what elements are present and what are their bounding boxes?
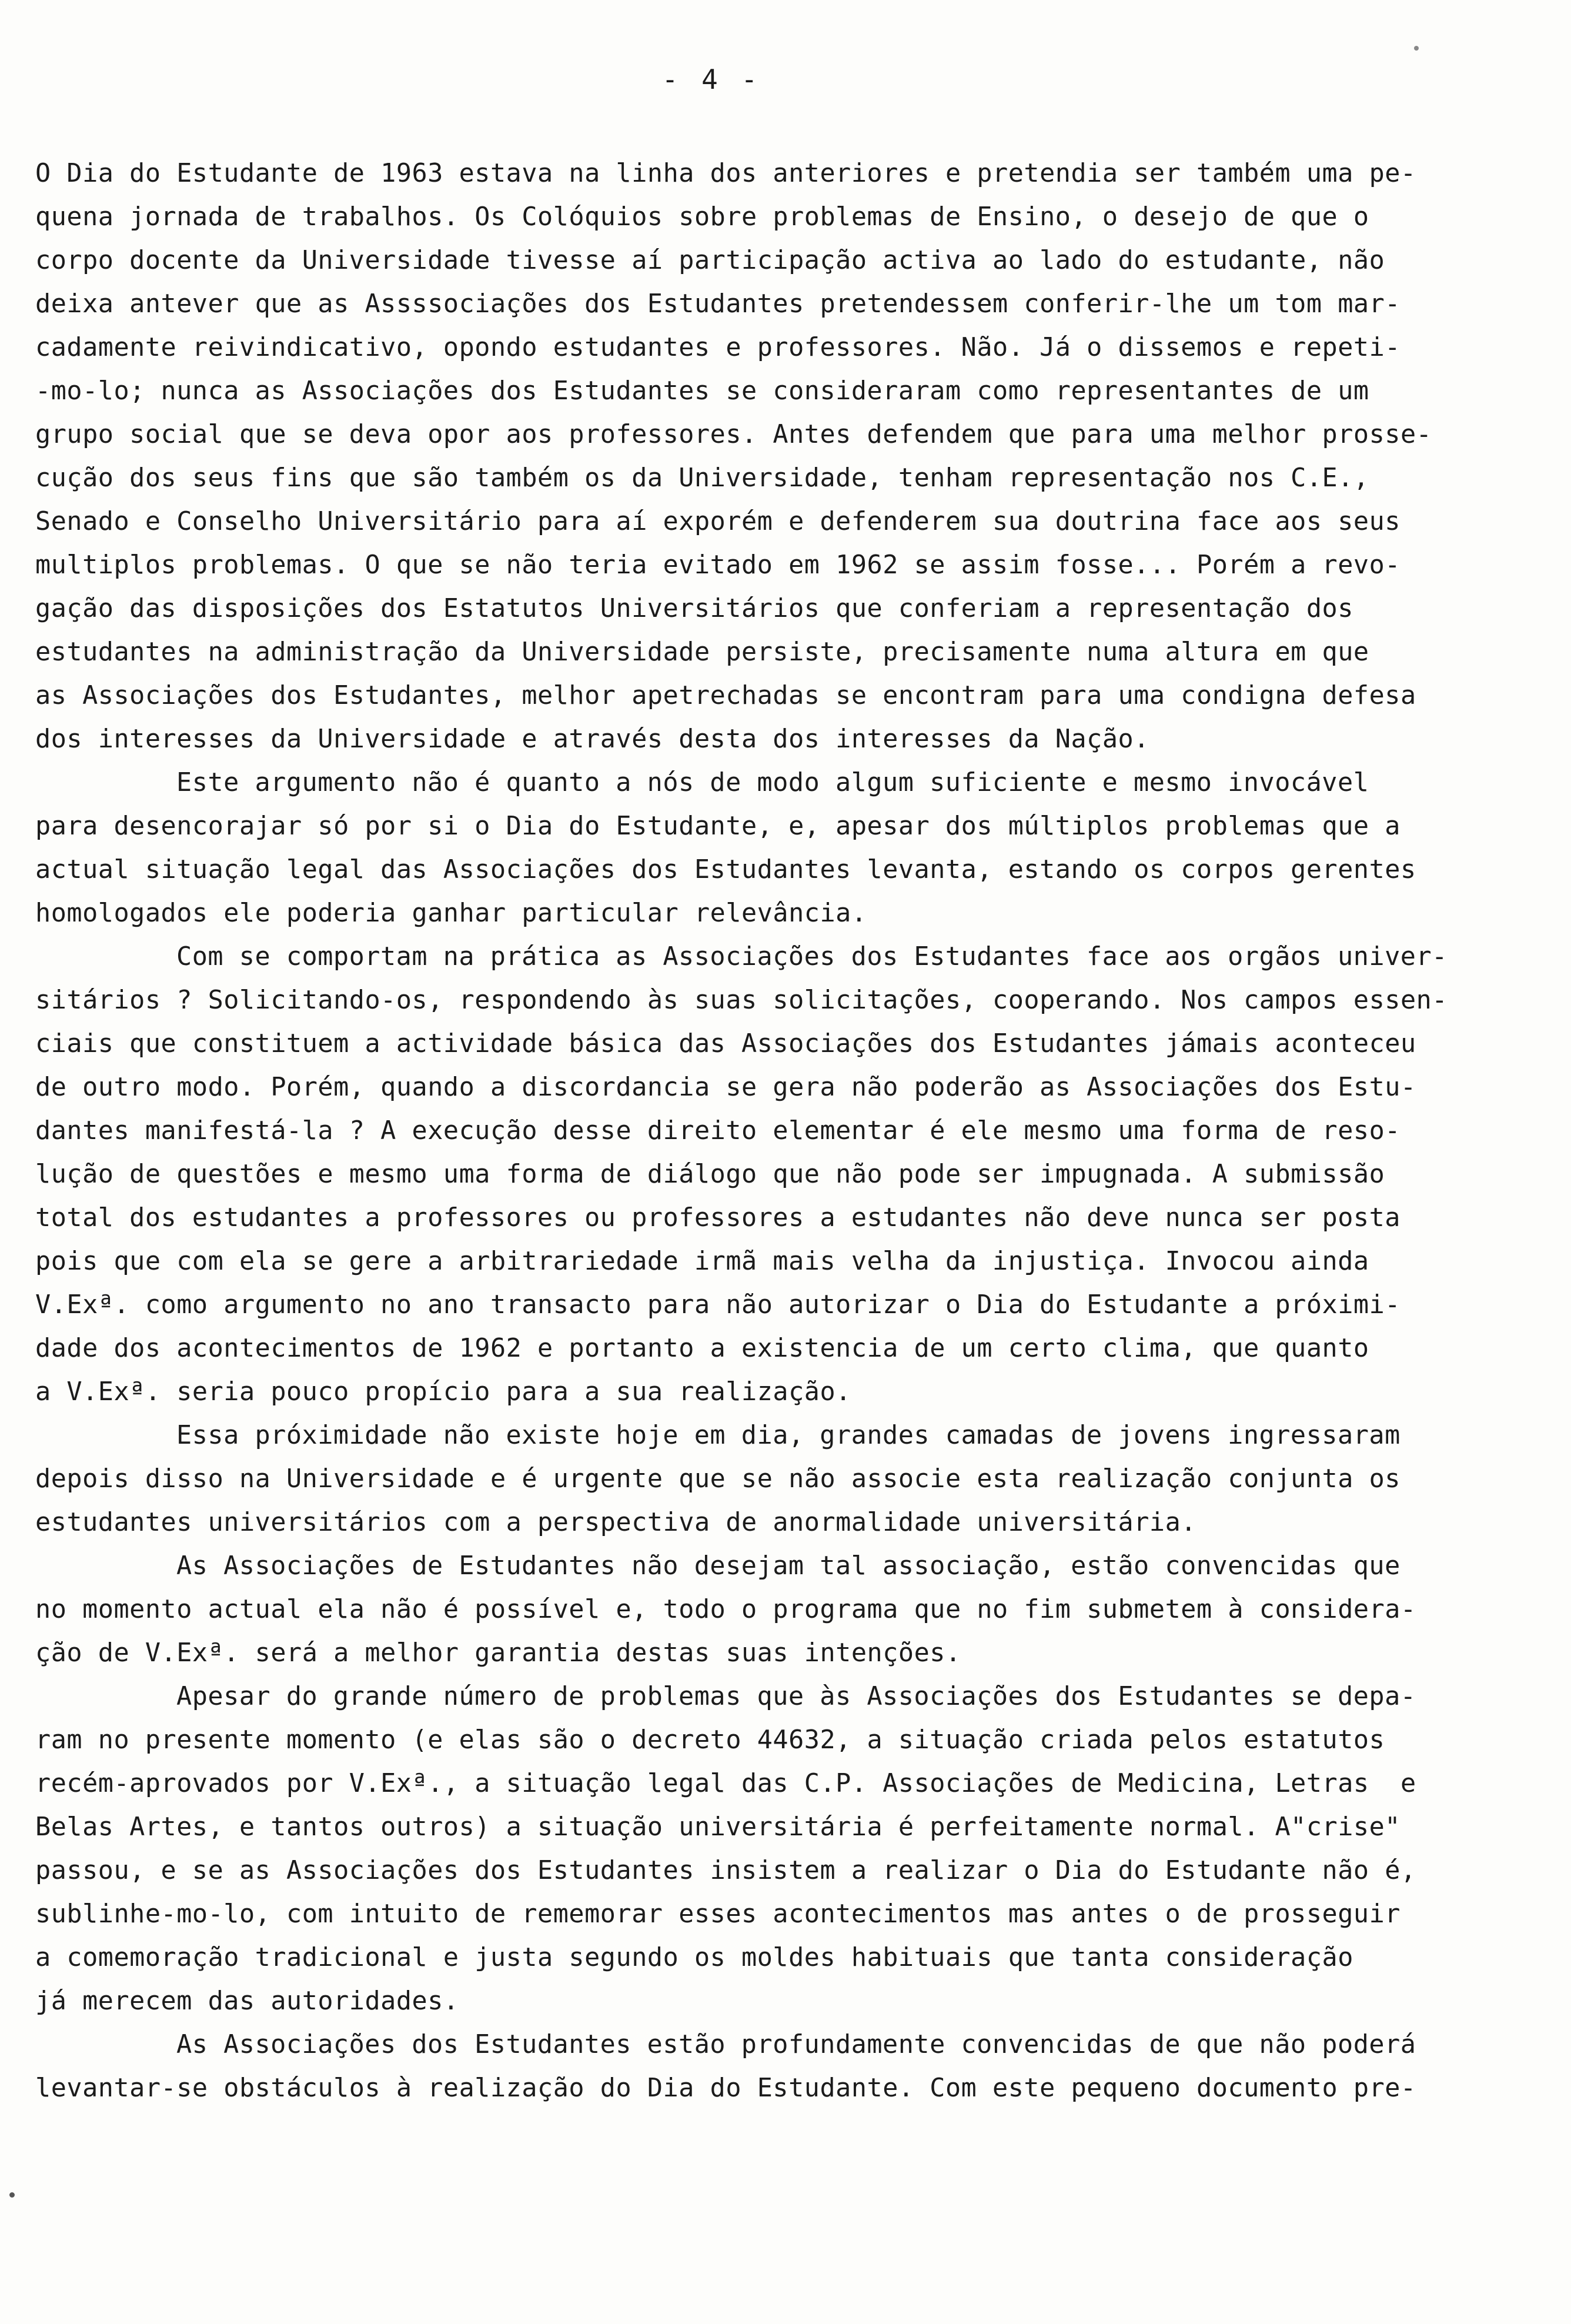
text-line: deixa antever que as Assssociações dos Estudantes pretendessem conferir-lhe um tom mar- (35, 289, 1400, 319)
text-line: para desencorajar só por si o Dia do Estudante, e, apesar dos múltiplos problemas que a (35, 812, 1400, 841)
text-line: Belas Artes, e tantos outros) a situação universitária é perfeitamente normal. A"crise" (35, 1812, 1400, 1842)
text-line: sitários ? Solicitando-os, respondendo às suas solicitações, cooperando. Nos campos essen- (35, 986, 1448, 1015)
text-line: já merecem das autoridades. (35, 1986, 459, 2016)
text-line: a V.Exª. seria pouco propício para a sua realização. (35, 1377, 851, 1407)
text-line: total dos estudantes a professores ou professores a estudantes não deve nunca ser posta (35, 1203, 1400, 1233)
text-line: dos interesses da Universidade e através desta dos interesses da Nação. (35, 724, 1149, 754)
text-line: dade dos acontecimentos de 1962 e portanto a existencia de um certo clima, que quanto (35, 1334, 1369, 1363)
text-line: levantar-se obstáculos à realização do Dia do Estudante. Com este pequeno documento pre- (35, 2073, 1416, 2103)
text-line: As Associações de Estudantes não desejam tal associação, estão convencidas que (176, 1551, 1400, 1581)
text-line: passou, e se as Associações dos Estudantes insistem a realizar o Dia do Estudante não é, (35, 1856, 1416, 1885)
text-line: lução de questões e mesmo uma forma de diálogo que não pode ser impugnada. A submissão (35, 1160, 1385, 1189)
text-line: As Associações dos Estudantes estão profundamente convencidas de que não poderá (176, 2030, 1416, 2059)
text-line: ram no presente momento (e elas são o decreto 44632, a situação criada pelos estatutos (35, 1725, 1385, 1755)
text-line: recém-aprovados por V.Exª., a situação legal das C.P. Associações de Medicina, Letras e (35, 1769, 1416, 1798)
page-number: - 4 - (661, 64, 761, 95)
text-line: a comemoração tradicional e justa segundo os moldes habituais que tanta consideração (35, 1943, 1353, 1972)
text-line: V.Exª. como argumento no ano transacto para não autorizar o Dia do Estudante a próximi- (35, 1290, 1400, 1320)
text-line: Com se comportam na prática as Associações dos Estudantes face aos orgãos univer- (176, 942, 1448, 971)
text-line: gação das disposições dos Estatutos Universitários que conferiam a representação dos (35, 594, 1353, 623)
text-line: ção de V.Exª. será a melhor garantia destas suas intenções. (35, 1638, 961, 1668)
text-line: O Dia do Estudante de 1963 estava na linha dos anteriores e pretendia ser também uma pe- (35, 159, 1416, 188)
text-line: -mo-lo; nunca as Associações dos Estudantes se consideraram como representantes de um (35, 376, 1369, 406)
text-line: as Associações dos Estudantes, melhor apetrechadas se encontram para uma condigna defesa (35, 681, 1416, 710)
text-line: multiplos problemas. O que se não teria evitado em 1962 se assim fosse... Porém a revo- (35, 550, 1400, 580)
text-line: corpo docente da Universidade tivesse aí participação activa ao lado do estudante, não (35, 246, 1385, 275)
text-line: homologados ele poderia ganhar particular relevância. (35, 899, 867, 928)
text-line: estudantes universitários com a perspectiva de anormalidade universitária. (35, 1508, 1197, 1537)
document-body (35, 152, 1470, 2110)
text-line: cadamente reivindicativo, opondo estudantes e professores. Não. Já o dissemos e repeti- (35, 333, 1400, 362)
text-line: quena jornada de trabalhos. Os Colóquios sobre problemas de Ensino, o desejo de que o (35, 202, 1369, 232)
text-line: Senado e Conselho Universitário para aí exporém e defenderem sua doutrina face aos seus (35, 507, 1400, 536)
text-line: grupo social que se deva opor aos professores. Antes defendem que para uma melhor prosse- (35, 420, 1432, 449)
text-line: depois disso na Universidade e é urgente que se não associe esta realização conjunta os (35, 1464, 1400, 1494)
text-line: sublinhe-mo-lo, com intuito de rememorar esses acontecimentos mas antes o de prosseguir (35, 1899, 1400, 1929)
text-line: Apesar do grande número de problemas que às Associações dos Estudantes se depa- (176, 1682, 1416, 1711)
text-line: ciais que constituem a actividade básica das Associações dos Estudantes jámais aconteceu (35, 1029, 1416, 1059)
text-line: pois que com ela se gere a arbitrariedade irmã mais velha da injustiça. Invocou ainda (35, 1247, 1369, 1276)
scan-speck (1414, 46, 1419, 51)
text-line: Este argumento não é quanto a nós de modo algum suficiente e mesmo invocável (176, 768, 1369, 797)
text-line: cução dos seus fins que são também os da Universidade, tenham representação nos C.E., (35, 463, 1369, 493)
text-line: de outro modo. Porém, quando a discordancia se gera não poderão as Associações dos Estu- (35, 1073, 1416, 1102)
scan-speck (9, 2192, 15, 2198)
text-line: actual situação legal das Associações dos Estudantes levanta, estando os corpos gerentes (35, 855, 1416, 884)
text-line: estudantes na administração da Universidade persiste, precisamente numa altura em que (35, 637, 1369, 667)
text-line: Essa próximidade não existe hoje em dia, grandes camadas de jovens ingressaram (176, 1421, 1400, 1450)
text-line: dantes manifestá-la ? A execução desse direito elementar é ele mesmo uma forma de reso- (35, 1116, 1400, 1146)
text-line: no momento actual ela não é possível e, todo o programa que no fim submetem à considera- (35, 1595, 1416, 1624)
